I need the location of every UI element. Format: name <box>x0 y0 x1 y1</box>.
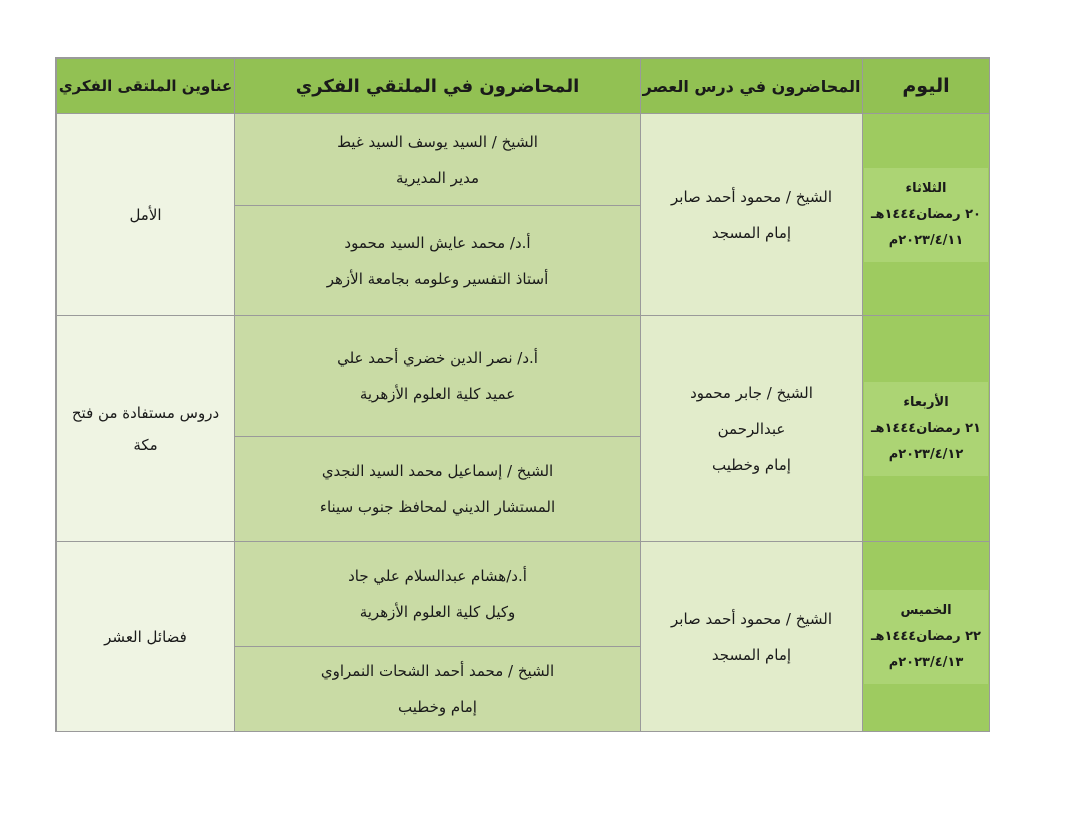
lecturer-name: الشيخ / محمد أحمد الشحات النمراوي <box>320 662 555 680</box>
lecturer-role: إمام وخطيب <box>712 455 791 474</box>
asr-lecturer-cell <box>640 541 863 732</box>
lecturer-name: الشيخ / السيد يوسف السيد غيط <box>337 132 538 151</box>
gregorian-date: ٢٠٢٣/٤/١٢م <box>888 446 964 462</box>
day-name: الأربعاء <box>903 394 949 410</box>
day-cell-tuesday <box>862 113 990 316</box>
lecturer-role: أستاذ التفسير وعلومه بجامعة الأزهر <box>326 269 549 288</box>
forum-title: فضائل العشر <box>104 627 187 646</box>
lecturer-name: الشيخ / محمود أحمد صابر <box>671 609 833 628</box>
lecturer-role: عميد كلية العلوم الأزهرية <box>359 385 516 403</box>
forum-title-cell <box>56 315 235 542</box>
hijri-date: ٢٠ رمضان١٤٤٤هـ <box>871 206 981 222</box>
forum-lecturer-cell <box>234 205 641 316</box>
header-forum-titles: عناوين الملتقى الفكري <box>56 58 235 114</box>
lecturer-role: وكيل كلية العلوم الأزهرية <box>359 603 516 621</box>
gregorian-date: ٢٠٢٣/٤/١١م <box>888 232 964 248</box>
lecturer-name: أ.د/هشام عبدالسلام علي جاد <box>348 567 527 585</box>
forum-lecturer-cell <box>234 113 641 206</box>
forum-lecturer-cell <box>234 646 641 732</box>
lecturer-role: إمام المسجد <box>711 223 792 242</box>
lecturer-name: أ.د/ محمد عايش السيد محمود <box>344 233 531 252</box>
lecturer-role: مدير المديرية <box>395 168 480 187</box>
schedule-table <box>55 57 990 732</box>
lecturer-name-cont: عبدالرحمن <box>717 419 786 438</box>
hijri-date: ٢١ رمضان١٤٤٤هـ <box>871 420 981 436</box>
header-day: اليوم <box>862 58 990 114</box>
lecturer-name: الشيخ / إسماعيل محمد السيد النجدي <box>321 462 554 480</box>
forum-lecturer-cell <box>234 541 641 647</box>
forum-title-cell <box>56 541 235 732</box>
lecturer-role: إمام المسجد <box>711 645 792 664</box>
forum-lecturer-cell <box>234 436 641 542</box>
forum-title-cell <box>56 113 235 316</box>
day-cell-wednesday <box>862 315 990 542</box>
lecturer-name: الشيخ / جابر محمود <box>690 383 813 402</box>
asr-lecturer-cell <box>640 315 863 542</box>
header-forum-lecturers: المحاضرون في الملتقي الفكري <box>234 58 641 114</box>
forum-title: دروس مستفادة من فتح <box>71 403 220 422</box>
day-name: الخميس <box>900 602 952 618</box>
lecturer-name: الشيخ / محمود أحمد صابر <box>671 187 833 206</box>
forum-lecturer-cell <box>234 315 641 437</box>
asr-lecturer-cell <box>640 113 863 316</box>
forum-title-cont: مكة <box>133 435 158 454</box>
day-name: الثلاثاء <box>905 180 947 196</box>
day-cell-thursday <box>862 541 990 732</box>
lecturer-role: المستشار الديني لمحافظ جنوب سيناء <box>319 498 556 516</box>
header-asr-lecturers: المحاضرون في درس العصر <box>640 58 863 114</box>
hijri-date: ٢٢ رمضان١٤٤٤هـ <box>871 628 981 644</box>
lecturer-name: أ.د/ نصر الدين خضري أحمد علي <box>337 349 538 367</box>
gregorian-date: ٢٠٢٣/٤/١٣م <box>888 654 964 670</box>
lecturer-role: إمام وخطيب <box>398 698 477 716</box>
forum-title: الأمل <box>129 205 162 224</box>
